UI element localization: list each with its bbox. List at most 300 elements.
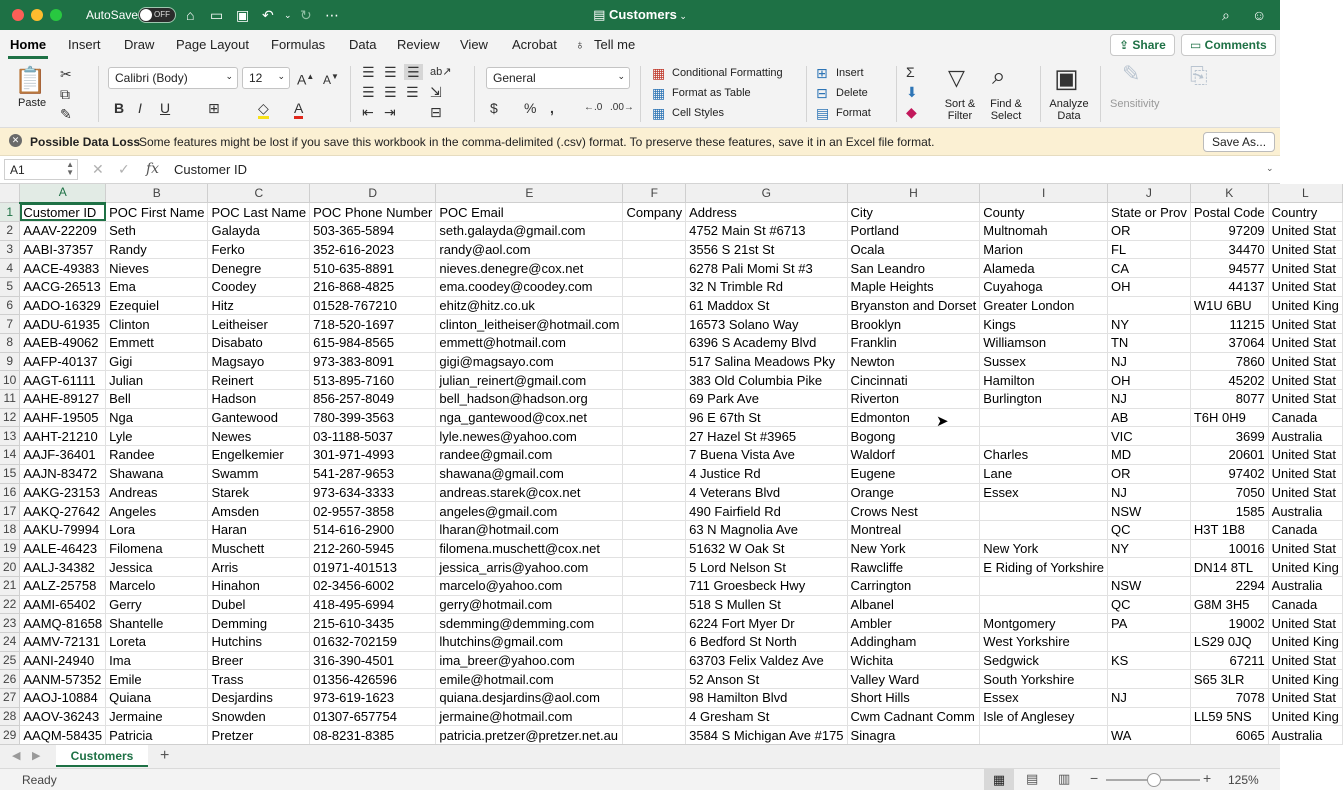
cell-h14[interactable]: Waldorf	[847, 446, 980, 465]
tab-review[interactable]: Review	[397, 37, 440, 52]
borders-icon[interactable]: ⊞	[208, 100, 220, 116]
cell-d24[interactable]: 01632-702159	[310, 633, 436, 652]
delete-cells-icon[interactable]: ⊟	[816, 85, 828, 101]
row-header[interactable]: 27	[0, 689, 20, 708]
cell-f20[interactable]	[623, 558, 686, 577]
save-as-button[interactable]: Save As...	[1203, 132, 1275, 152]
cell-a29[interactable]: AAQM-58435	[20, 726, 106, 745]
cell-b22[interactable]: Gerry	[106, 595, 208, 614]
cell-f26[interactable]	[623, 670, 686, 689]
cell-i5[interactable]: Cuyahoga	[980, 277, 1108, 296]
underline-icon[interactable]: U	[160, 100, 171, 116]
cell-i14[interactable]: Charles	[980, 446, 1108, 465]
cell-i27[interactable]: Essex	[980, 689, 1108, 708]
cell-b7[interactable]: Clinton	[106, 315, 208, 334]
cell-i2[interactable]: Multnomah	[980, 221, 1108, 240]
cell-k23[interactable]: 19002	[1190, 614, 1268, 633]
cell-d6[interactable]: 01528-767210	[310, 296, 436, 315]
tab-data[interactable]: Data	[349, 37, 377, 52]
cell-a9[interactable]: AAFP-40137	[20, 352, 106, 371]
cell-c27[interactable]: Desjardins	[208, 689, 310, 708]
cell-c11[interactable]: Hadson	[208, 390, 310, 409]
cell-l6[interactable]: United King	[1268, 296, 1342, 315]
column-header-c[interactable]: C	[208, 184, 310, 203]
cell-h1[interactable]: City	[847, 203, 980, 222]
cell-k19[interactable]: 10016	[1190, 539, 1268, 558]
cell-j15[interactable]: OR	[1107, 464, 1190, 483]
cell-d21[interactable]: 02-3456-6002	[310, 576, 436, 595]
cell-h8[interactable]: Franklin	[847, 334, 980, 353]
page-break-view-icon[interactable]: ▥	[1058, 771, 1071, 786]
cell-b24[interactable]: Loreta	[106, 633, 208, 652]
cell-f27[interactable]	[623, 689, 686, 708]
cell-f1[interactable]: Company	[623, 203, 686, 222]
row-header[interactable]: 6	[0, 296, 20, 315]
delete-cells-button[interactable]: Delete	[836, 87, 868, 99]
cell-d16[interactable]: 973-634-3333	[310, 483, 436, 502]
cell-g11[interactable]: 69 Park Ave	[686, 390, 847, 409]
cell-l23[interactable]: United Stat	[1268, 614, 1342, 633]
column-header-h[interactable]: H	[847, 184, 980, 203]
italic-icon[interactable]: I	[138, 100, 142, 116]
cell-h4[interactable]: San Leandro	[847, 259, 980, 278]
cell-l25[interactable]: United Stat	[1268, 651, 1342, 670]
cell-e11[interactable]: bell_hadson@hadson.org	[436, 390, 623, 409]
cell-h2[interactable]: Portland	[847, 221, 980, 240]
cell-a4[interactable]: AACE-49383	[20, 259, 106, 278]
cell-l13[interactable]: Australia	[1268, 427, 1342, 446]
cell-e7[interactable]: clinton_leitheiser@hotmail.com	[436, 315, 623, 334]
cell-h20[interactable]: Rawcliffe	[847, 558, 980, 577]
cell-c15[interactable]: Swamm	[208, 464, 310, 483]
percent-icon[interactable]: %	[524, 100, 537, 116]
cell-l28[interactable]: United King	[1268, 707, 1342, 726]
cell-g28[interactable]: 4 Gresham St	[686, 707, 847, 726]
cell-g19[interactable]: 51632 W Oak St	[686, 539, 847, 558]
column-header-k[interactable]: K	[1190, 184, 1268, 203]
cell-d5[interactable]: 216-868-4825	[310, 277, 436, 296]
cell-f12[interactable]	[623, 408, 686, 427]
cell-j6[interactable]	[1107, 296, 1190, 315]
cell-b26[interactable]: Emile	[106, 670, 208, 689]
cell-h10[interactable]: Cincinnati	[847, 371, 980, 390]
autosum-icon[interactable]: Σ	[906, 64, 915, 80]
cell-k29[interactable]: 6065	[1190, 726, 1268, 745]
cell-l2[interactable]: United Stat	[1268, 221, 1342, 240]
cell-c24[interactable]: Hutchins	[208, 633, 310, 652]
cell-l29[interactable]: Australia	[1268, 726, 1342, 745]
cell-k28[interactable]: LL59 5NS	[1190, 707, 1268, 726]
cell-f21[interactable]	[623, 576, 686, 595]
cell-a8[interactable]: AAEB-49062	[20, 334, 106, 353]
cell-b29[interactable]: Patricia	[106, 726, 208, 745]
wrap-text-icon[interactable]: ⇲	[430, 84, 442, 100]
cell-a14[interactable]: AAJF-36401	[20, 446, 106, 465]
decrease-font-icon[interactable]: A▼	[323, 72, 339, 87]
cell-j23[interactable]: PA	[1107, 614, 1190, 633]
format-cells-icon[interactable]: ▤	[816, 105, 830, 121]
cell-k21[interactable]: 2294	[1190, 576, 1268, 595]
cell-k2[interactable]: 97209	[1190, 221, 1268, 240]
align-center-icon[interactable]: ☰	[384, 84, 397, 100]
cell-c16[interactable]: Starek	[208, 483, 310, 502]
find-select-label-1[interactable]: Find &	[990, 98, 1022, 110]
cell-b11[interactable]: Bell	[106, 390, 208, 409]
cell-i21[interactable]	[980, 576, 1108, 595]
cell-a26[interactable]: AANM-57352	[20, 670, 106, 689]
cell-c6[interactable]: Hitz	[208, 296, 310, 315]
cell-h22[interactable]: Albanel	[847, 595, 980, 614]
sort-filter-label-1[interactable]: Sort &	[944, 98, 976, 110]
formula-input[interactable]: Customer ID	[174, 162, 247, 177]
cancel-icon[interactable]: ✕	[92, 161, 104, 177]
cell-f23[interactable]	[623, 614, 686, 633]
search-icon[interactable]: ⌕	[1222, 7, 1230, 23]
cell-h28[interactable]: Cwm Cadnant Comm	[847, 707, 980, 726]
cell-i9[interactable]: Sussex	[980, 352, 1108, 371]
column-header-i[interactable]: I	[980, 184, 1108, 203]
cell-d19[interactable]: 212-260-5945	[310, 539, 436, 558]
merge-center-icon[interactable]: ⊟	[430, 104, 442, 120]
cell-b5[interactable]: Ema	[106, 277, 208, 296]
cell-f3[interactable]	[623, 240, 686, 259]
sort-filter-label-2[interactable]: Filter	[947, 110, 973, 122]
adobe-pdf-icon[interactable]: ⎘	[1190, 63, 1208, 88]
align-left-icon[interactable]: ☰	[362, 84, 375, 100]
cell-b21[interactable]: Marcelo	[106, 576, 208, 595]
cell-k12[interactable]: T6H 0H9	[1190, 408, 1268, 427]
cell-h25[interactable]: Wichita	[847, 651, 980, 670]
spreadsheet-grid[interactable]	[0, 184, 1339, 744]
cell-d8[interactable]: 615-984-8565	[310, 334, 436, 353]
column-header-d[interactable]: D	[310, 184, 436, 203]
cell-c25[interactable]: Breer	[208, 651, 310, 670]
cell-l26[interactable]: United King	[1268, 670, 1342, 689]
cell-j3[interactable]: FL	[1107, 240, 1190, 259]
cell-b20[interactable]: Jessica	[106, 558, 208, 577]
cell-b1[interactable]: POC First Name	[106, 203, 208, 222]
column-header-l[interactable]: L	[1268, 184, 1342, 203]
cell-g20[interactable]: 5 Lord Nelson St	[686, 558, 847, 577]
find-select-label-2[interactable]: Select	[990, 110, 1022, 122]
cell-c2[interactable]: Galayda	[208, 221, 310, 240]
cell-d15[interactable]: 541-287-9653	[310, 464, 436, 483]
cell-a7[interactable]: AADU-61935	[20, 315, 106, 334]
cell-f10[interactable]	[623, 371, 686, 390]
cell-e19[interactable]: filomena.muschett@cox.net	[436, 539, 623, 558]
cell-f8[interactable]	[623, 334, 686, 353]
save-icon[interactable]: ▣	[236, 7, 250, 23]
cell-i12[interactable]	[980, 408, 1108, 427]
paste-label[interactable]: Paste	[18, 97, 47, 109]
cell-a1[interactable]: Customer ID	[20, 203, 106, 222]
cell-g21[interactable]: 711 Groesbeck Hwy	[686, 576, 847, 595]
cell-j18[interactable]: QC	[1107, 520, 1190, 539]
cell-i29[interactable]	[980, 726, 1108, 745]
cell-k1[interactable]: Postal Code	[1190, 203, 1268, 222]
cell-h23[interactable]: Ambler	[847, 614, 980, 633]
row-header[interactable]: 14	[0, 446, 20, 465]
cell-a17[interactable]: AAKQ-27642	[20, 502, 106, 521]
zoom-out-icon[interactable]: −	[1090, 770, 1099, 786]
redo-icon[interactable]: ↻	[300, 7, 312, 23]
row-header[interactable]: 3	[0, 240, 20, 259]
cell-i18[interactable]	[980, 520, 1108, 539]
cell-g3[interactable]: 3556 S 21st St	[686, 240, 847, 259]
row-header[interactable]: 12	[0, 408, 20, 427]
cell-h24[interactable]: Addingham	[847, 633, 980, 652]
name-box[interactable]	[4, 159, 78, 180]
cell-i3[interactable]: Marion	[980, 240, 1108, 259]
row-header[interactable]: 15	[0, 464, 20, 483]
cell-e5[interactable]: ema.coodey@coodey.com	[436, 277, 623, 296]
cell-b19[interactable]: Filomena	[106, 539, 208, 558]
cell-d12[interactable]: 780-399-3563	[310, 408, 436, 427]
cell-f16[interactable]	[623, 483, 686, 502]
cell-e25[interactable]: ima_breer@yahoo.com	[436, 651, 623, 670]
cell-d3[interactable]: 352-616-2023	[310, 240, 436, 259]
cell-f29[interactable]	[623, 726, 686, 745]
insert-function-icon[interactable]: fx	[146, 161, 160, 177]
column-header-j[interactable]: J	[1107, 184, 1190, 203]
format-as-table-button[interactable]: Format as Table	[672, 87, 751, 99]
cell-b10[interactable]: Julian	[106, 371, 208, 390]
sensitivity-label[interactable]: Sensitivity	[1110, 98, 1160, 110]
cell-g22[interactable]: 518 S Mullen St	[686, 595, 847, 614]
cell-d14[interactable]: 301-971-4993	[310, 446, 436, 465]
cell-c20[interactable]: Arris	[208, 558, 310, 577]
cell-k14[interactable]: 20601	[1190, 446, 1268, 465]
cell-k13[interactable]: 3699	[1190, 427, 1268, 446]
cell-h3[interactable]: Ocala	[847, 240, 980, 259]
row-header[interactable]: 20	[0, 558, 20, 577]
number-format-select[interactable]	[486, 67, 630, 89]
conditional-formatting-button[interactable]: Conditional Formatting	[672, 67, 783, 79]
cell-g12[interactable]: 96 E 67th St	[686, 408, 847, 427]
cell-i20[interactable]: E Riding of Yorkshire	[980, 558, 1108, 577]
cell-a5[interactable]: AACG-26513	[20, 277, 106, 296]
row-header[interactable]: 23	[0, 614, 20, 633]
cell-j9[interactable]: NJ	[1107, 352, 1190, 371]
cell-k22[interactable]: G8M 3H5	[1190, 595, 1268, 614]
analyze-data-label-1[interactable]: Analyze	[1049, 98, 1089, 110]
normal-view-icon[interactable]: ▦	[984, 769, 1014, 790]
cell-c17[interactable]: Amsden	[208, 502, 310, 521]
cell-e2[interactable]: seth.galayda@gmail.com	[436, 221, 623, 240]
dismiss-message-icon[interactable]: ✕	[9, 134, 22, 147]
cell-c10[interactable]: Reinert	[208, 371, 310, 390]
cell-g15[interactable]: 4 Justice Rd	[686, 464, 847, 483]
cell-e22[interactable]: gerry@hotmail.com	[436, 595, 623, 614]
cell-j14[interactable]: MD	[1107, 446, 1190, 465]
cell-j5[interactable]: OH	[1107, 277, 1190, 296]
cell-j22[interactable]: QC	[1107, 595, 1190, 614]
cell-e1[interactable]: POC Email	[436, 203, 623, 222]
cell-l15[interactable]: United Stat	[1268, 464, 1342, 483]
insert-cells-button[interactable]: Insert	[836, 67, 864, 79]
cell-f4[interactable]	[623, 259, 686, 278]
cell-l20[interactable]: United King	[1268, 558, 1342, 577]
cell-d20[interactable]: 01971-401513	[310, 558, 436, 577]
cell-i19[interactable]: New York	[980, 539, 1108, 558]
cell-l1[interactable]: Country	[1268, 203, 1342, 222]
row-header[interactable]: 16	[0, 483, 20, 502]
cell-j4[interactable]: CA	[1107, 259, 1190, 278]
row-header[interactable]: 24	[0, 633, 20, 652]
sensitivity-icon[interactable]: ✎	[1122, 61, 1141, 86]
cell-g26[interactable]: 52 Anson St	[686, 670, 847, 689]
cell-g23[interactable]: 6224 Fort Myer Dr	[686, 614, 847, 633]
format-as-table-icon[interactable]: ▦	[652, 85, 666, 101]
tab-insert[interactable]: Insert	[68, 37, 101, 52]
folder-icon[interactable]: ▭	[210, 7, 224, 23]
cell-c14[interactable]: Engelkemier	[208, 446, 310, 465]
cell-h15[interactable]: Eugene	[847, 464, 980, 483]
cell-a10[interactable]: AAGT-61111	[20, 371, 106, 390]
cell-g16[interactable]: 4 Veterans Blvd	[686, 483, 847, 502]
cell-l12[interactable]: Canada	[1268, 408, 1342, 427]
cell-h19[interactable]: New York	[847, 539, 980, 558]
sheet-tab-customers[interactable]: Customers	[56, 745, 148, 767]
cell-g18[interactable]: 63 N Magnolia Ave	[686, 520, 847, 539]
decrease-indent-icon[interactable]: ⇤	[362, 104, 374, 120]
cell-i4[interactable]: Alameda	[980, 259, 1108, 278]
cell-i6[interactable]: Greater London	[980, 296, 1108, 315]
cell-l9[interactable]: United Stat	[1268, 352, 1342, 371]
cell-j20[interactable]	[1107, 558, 1190, 577]
cell-i11[interactable]: Burlington	[980, 390, 1108, 409]
cell-k7[interactable]: 11215	[1190, 315, 1268, 334]
cell-e16[interactable]: andreas.starek@cox.net	[436, 483, 623, 502]
cell-a24[interactable]: AAMV-72131	[20, 633, 106, 652]
cell-c18[interactable]: Haran	[208, 520, 310, 539]
cell-c21[interactable]: Hinahon	[208, 576, 310, 595]
cell-j21[interactable]: NSW	[1107, 576, 1190, 595]
cell-k11[interactable]: 8077	[1190, 390, 1268, 409]
select-all-corner[interactable]	[0, 184, 20, 203]
cell-i8[interactable]: Williamson	[980, 334, 1108, 353]
cell-e20[interactable]: jessica_arris@yahoo.com	[436, 558, 623, 577]
cell-c22[interactable]: Dubel	[208, 595, 310, 614]
cell-c29[interactable]: Pretzer	[208, 726, 310, 745]
cell-g25[interactable]: 63703 Felix Valdez Ave	[686, 651, 847, 670]
cell-l3[interactable]: United Stat	[1268, 240, 1342, 259]
cell-i26[interactable]: South Yorkshire	[980, 670, 1108, 689]
cell-a3[interactable]: AABI-37357	[20, 240, 106, 259]
cell-b9[interactable]: Gigi	[106, 352, 208, 371]
tell-me-search[interactable]: Tell me	[594, 37, 636, 52]
zoom-slider-handle[interactable]	[1147, 773, 1161, 787]
cell-c8[interactable]: Disabato	[208, 334, 310, 353]
cell-f22[interactable]	[623, 595, 686, 614]
cell-table[interactable]	[0, 184, 1343, 745]
cell-i1[interactable]: County	[980, 203, 1108, 222]
insert-cells-icon[interactable]: ⊞	[816, 65, 828, 81]
cell-d25[interactable]: 316-390-4501	[310, 651, 436, 670]
row-header[interactable]: 10	[0, 371, 20, 390]
cell-d23[interactable]: 215-610-3435	[310, 614, 436, 633]
fill-color-icon[interactable]: ◇	[258, 100, 269, 119]
cell-l19[interactable]: United Stat	[1268, 539, 1342, 558]
analyze-data-icon[interactable]: ▣	[1054, 63, 1079, 93]
row-header[interactable]: 2	[0, 221, 20, 240]
cell-c7[interactable]: Leitheiser	[208, 315, 310, 334]
cell-j27[interactable]: NJ	[1107, 689, 1190, 708]
cell-i15[interactable]: Lane	[980, 464, 1108, 483]
cell-c23[interactable]: Demming	[208, 614, 310, 633]
cell-f5[interactable]	[623, 277, 686, 296]
cell-f6[interactable]	[623, 296, 686, 315]
align-middle-icon[interactable]: ☰	[384, 64, 397, 80]
cell-i10[interactable]: Hamilton	[980, 371, 1108, 390]
cell-a25[interactable]: AANI-24940	[20, 651, 106, 670]
cell-l14[interactable]: United Stat	[1268, 446, 1342, 465]
row-header[interactable]: 17	[0, 502, 20, 521]
cell-e3[interactable]: randy@aol.com	[436, 240, 623, 259]
cell-f13[interactable]	[623, 427, 686, 446]
account-icon[interactable]: ☺	[1252, 7, 1267, 23]
cell-b13[interactable]: Lyle	[106, 427, 208, 446]
zoom-in-icon[interactable]: +	[1203, 770, 1212, 786]
cell-l22[interactable]: Canada	[1268, 595, 1342, 614]
cell-f24[interactable]	[623, 633, 686, 652]
cell-j13[interactable]: VIC	[1107, 427, 1190, 446]
row-header[interactable]: 19	[0, 539, 20, 558]
cell-h6[interactable]: Bryanston and Dorset	[847, 296, 980, 315]
cell-j25[interactable]: KS	[1107, 651, 1190, 670]
cell-f7[interactable]	[623, 315, 686, 334]
cell-j28[interactable]	[1107, 707, 1190, 726]
cell-k10[interactable]: 45202	[1190, 371, 1268, 390]
cell-k6[interactable]: W1U 6BU	[1190, 296, 1268, 315]
analyze-data-label-2[interactable]: Data	[1057, 110, 1081, 122]
cell-g17[interactable]: 490 Fairfield Rd	[686, 502, 847, 521]
cell-l27[interactable]: United Stat	[1268, 689, 1342, 708]
cell-b4[interactable]: Nieves	[106, 259, 208, 278]
cell-e24[interactable]: lhutchins@gmail.com	[436, 633, 623, 652]
cell-a12[interactable]: AAHF-19505	[20, 408, 106, 427]
cell-i22[interactable]	[980, 595, 1108, 614]
add-sheet-icon[interactable]: +	[160, 747, 170, 764]
more-icon[interactable]: ⋯	[325, 7, 339, 23]
cell-j11[interactable]: NJ	[1107, 390, 1190, 409]
cell-i23[interactable]: Montgomery	[980, 614, 1108, 633]
cell-i7[interactable]: Kings	[980, 315, 1108, 334]
tab-view[interactable]: View	[460, 37, 488, 52]
column-header-a[interactable]: A	[20, 184, 106, 203]
cell-d4[interactable]: 510-635-8891	[310, 259, 436, 278]
cell-j1[interactable]: State or Prov	[1107, 203, 1190, 222]
cell-i17[interactable]	[980, 502, 1108, 521]
cell-g27[interactable]: 98 Hamilton Blvd	[686, 689, 847, 708]
format-cells-button[interactable]: Format	[836, 107, 871, 119]
cell-f2[interactable]	[623, 221, 686, 240]
title-chevron-icon[interactable]: ⌄	[676, 11, 687, 21]
find-select-icon[interactable]: ⌕	[992, 63, 1006, 90]
row-header[interactable]: 7	[0, 315, 20, 334]
cell-d11[interactable]: 856-257-8049	[310, 390, 436, 409]
tab-acrobat[interactable]: Acrobat	[512, 37, 557, 52]
scroll-left-icon[interactable]: ◀	[12, 750, 21, 762]
cell-e6[interactable]: ehitz@hitz.co.uk	[436, 296, 623, 315]
cell-d27[interactable]: 973-619-1623	[310, 689, 436, 708]
cell-g10[interactable]: 383 Old Columbia Pike	[686, 371, 847, 390]
cell-d10[interactable]: 513-895-7160	[310, 371, 436, 390]
cell-b23[interactable]: Shantelle	[106, 614, 208, 633]
cell-d9[interactable]: 973-383-8091	[310, 352, 436, 371]
cell-b3[interactable]: Randy	[106, 240, 208, 259]
home-icon[interactable]: ⌂	[186, 7, 195, 23]
